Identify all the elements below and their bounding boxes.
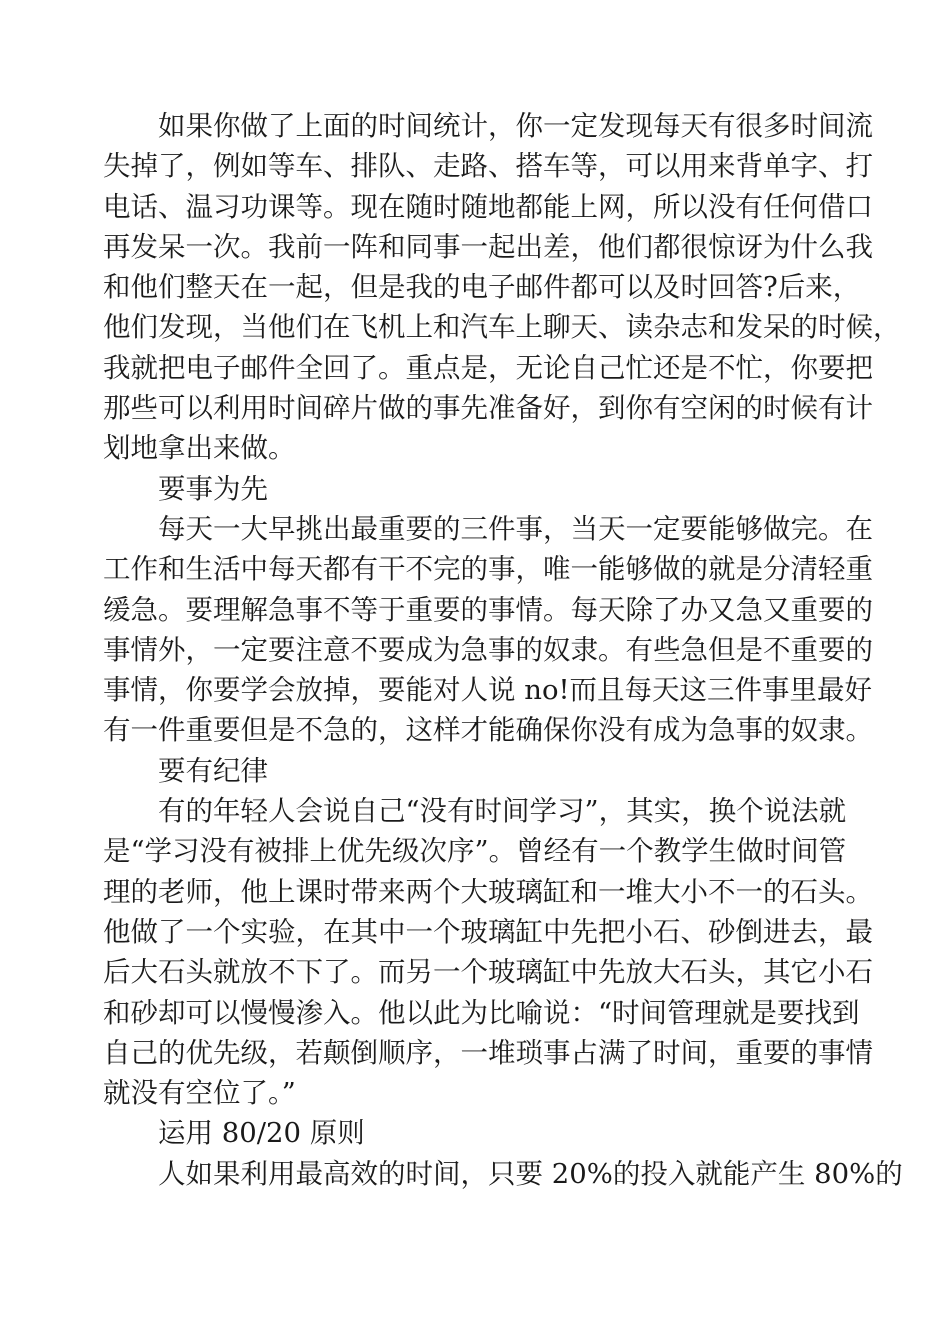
text-line: 缓急。要理解急事不等于重要的事情。每天除了办又急又重要的 (103, 593, 873, 626)
text-line: 如果你做了上面的时间统计，你一定发现每天有很多时间流 (158, 110, 873, 142)
text-line: 就没有空位了。” (103, 1077, 296, 1110)
text-line: 事情，你要学会放掉，要能对人说 no!而且每天这三件事里最好 (103, 674, 873, 707)
text-line: 理的老师，他上课时带来两个大玻璃缸和一堆大小不一的石头。 (103, 875, 873, 908)
text-line: 和砂却可以慢慢渗入。他以此为比喻说：“时间管理就是要找到 (103, 996, 860, 1029)
text-line: 再发呆一次。我前一阵和同事一起出差，他们都很惊讶为什么我 (103, 230, 873, 263)
section-heading: 要有纪律 (158, 754, 268, 787)
document-page (103, 106, 903, 1194)
text-line: 事情外，一定要注意不要成为急事的奴隶。有些急但是不重要的 (103, 633, 873, 666)
text-line: 我就把电子邮件全回了。重点是，无论自己忙还是不忙，你要把 (103, 351, 873, 384)
text-line: 和他们整天在一起，但是我的电子邮件都可以及时回答?后来， (103, 271, 861, 304)
text-line: 每天一大早挑出最重要的三件事，当天一定要能够做完。在 (158, 512, 873, 545)
text-line: 他们发现，当他们在飞机上和汽车上聊天、读杂志和发呆的时候， (103, 311, 901, 344)
text-line: 人如果利用最高效的时间，只要 20%的投入就能产生 80%的 (158, 1157, 903, 1190)
text-line: 有的年轻人会说自己“没有时间学习”，其实，换个说法就 (158, 795, 847, 828)
text-line: 后大石头就放不下了。而另一个玻璃缸中先放大石头，其它小石 (103, 956, 873, 989)
text-line: 那些可以利用时间碎片做的事先准备好，到你有空闲的时候有计 (103, 392, 873, 425)
text-line: 他做了一个实验，在其中一个玻璃缸中先把小石、砂倒进去，最 (103, 915, 873, 948)
section-heading: 要事为先 (158, 472, 268, 505)
text-line: 划地拿出来做。 (103, 432, 296, 465)
text-line: 电话、温习功课等。现在随时随地都能上网，所以没有任何借口 (103, 190, 873, 223)
text-line: 工作和生活中每天都有干不完的事，唯一能够做的就是分清轻重 (103, 553, 873, 586)
section-heading: 运用 80/20 原则 (158, 1117, 365, 1150)
text-line: 自己的优先级，若颠倒顺序，一堆琐事占满了时间，重要的事情 (103, 1036, 873, 1069)
text-line: 是“学习没有被排上优先级次序”。曾经有一个教学生做时间管 (103, 835, 847, 868)
text-line: 有一件重要但是不急的，这样才能确保你没有成为急事的奴隶。 (103, 714, 873, 747)
text-line: 失掉了，例如等车、排队、走路、搭车等，可以用来背单字、打 (103, 150, 873, 183)
